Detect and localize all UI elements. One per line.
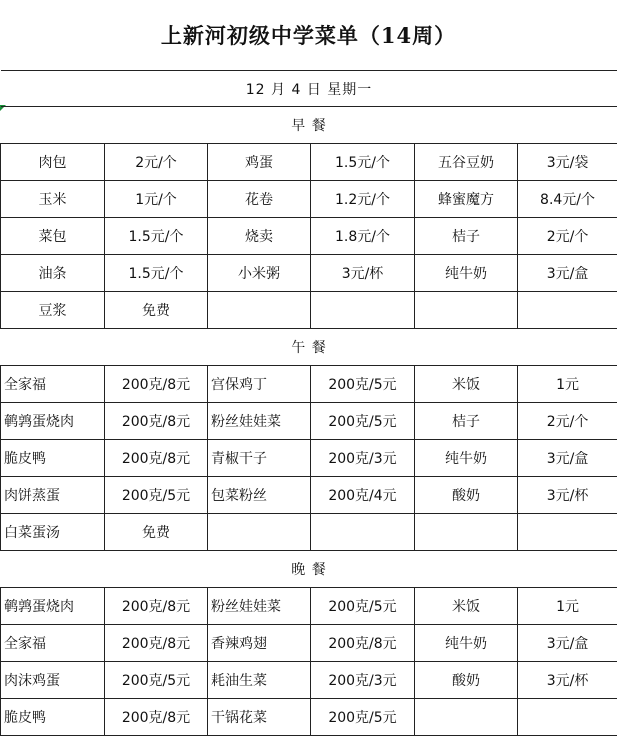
dinner-dish-cell[interactable]: 米饭 bbox=[415, 588, 518, 625]
breakfast-price-cell[interactable] bbox=[518, 292, 617, 329]
dinner-price-cell[interactable]: 3元/杯 bbox=[518, 662, 617, 699]
lunch-price-cell[interactable]: 200克/4元 bbox=[311, 477, 415, 514]
breakfast-item-row bbox=[1, 144, 617, 181]
breakfast-dish-cell[interactable]: 五谷豆奶 bbox=[415, 144, 518, 181]
dinner-dish-cell[interactable]: 粉丝娃娃菜 bbox=[208, 588, 311, 625]
dinner-price-cell[interactable]: 200克/8元 bbox=[105, 588, 208, 625]
lunch-dish-cell[interactable]: 包菜粉丝 bbox=[208, 477, 311, 514]
breakfast-dish-cell[interactable]: 花卷 bbox=[208, 181, 311, 218]
breakfast-dish-cell[interactable]: 桔子 bbox=[415, 218, 518, 255]
date-row bbox=[1, 71, 617, 107]
breakfast-item-row bbox=[1, 292, 617, 329]
dinner-header[interactable]: 晚 餐 bbox=[1, 551, 617, 588]
breakfast-dish-cell[interactable]: 蜂蜜魔方 bbox=[415, 181, 518, 218]
dinner-dish-cell[interactable]: 脆皮鸭 bbox=[1, 699, 105, 736]
breakfast-price-cell[interactable] bbox=[311, 292, 415, 329]
lunch-price-cell[interactable]: 200克/5元 bbox=[311, 403, 415, 440]
lunch-dish-cell[interactable]: 纯牛奶 bbox=[415, 440, 518, 477]
lunch-dish-cell[interactable] bbox=[208, 514, 311, 551]
breakfast-price-cell[interactable]: 1.5元/个 bbox=[105, 218, 208, 255]
lunch-price-cell[interactable]: 免费 bbox=[105, 514, 208, 551]
lunch-price-cell[interactable]: 200克/8元 bbox=[105, 440, 208, 477]
page-title: 上新河初级中学菜单（14周） bbox=[0, 0, 617, 70]
lunch-dish-cell[interactable]: 白菜蛋汤 bbox=[1, 514, 105, 551]
lunch-price-cell[interactable]: 200克/5元 bbox=[311, 366, 415, 403]
breakfast-price-cell[interactable]: 1元/个 bbox=[105, 181, 208, 218]
dinner-dish-cell[interactable]: 全家福 bbox=[1, 625, 105, 662]
date-cell[interactable]: 12 月 4 日 星期一 bbox=[1, 71, 617, 107]
dinner-item-row bbox=[1, 625, 617, 662]
breakfast-price-cell[interactable]: 2元/个 bbox=[105, 144, 208, 181]
breakfast-dish-cell[interactable]: 菜包 bbox=[1, 218, 105, 255]
breakfast-price-cell[interactable]: 1.8元/个 bbox=[311, 218, 415, 255]
lunch-price-cell[interactable]: 3元/盒 bbox=[518, 440, 617, 477]
breakfast-price-cell[interactable]: 3元/盒 bbox=[518, 255, 617, 292]
breakfast-dish-cell[interactable]: 烧卖 bbox=[208, 218, 311, 255]
lunch-item-row bbox=[1, 366, 617, 403]
lunch-dish-cell[interactable]: 宫保鸡丁 bbox=[208, 366, 311, 403]
lunch-item-row bbox=[1, 440, 617, 477]
breakfast-price-cell[interactable]: 免费 bbox=[105, 292, 208, 329]
dinner-dish-cell[interactable]: 纯牛奶 bbox=[415, 625, 518, 662]
breakfast-price-cell[interactable]: 3元/袋 bbox=[518, 144, 617, 181]
dinner-item-row bbox=[1, 699, 617, 736]
dinner-price-cell[interactable]: 200克/3元 bbox=[311, 662, 415, 699]
lunch-dish-cell[interactable] bbox=[415, 514, 518, 551]
dinner-price-cell[interactable]: 200克/8元 bbox=[105, 625, 208, 662]
breakfast-item-row bbox=[1, 181, 617, 218]
breakfast-item-row bbox=[1, 218, 617, 255]
lunch-price-cell[interactable]: 200克/8元 bbox=[105, 403, 208, 440]
breakfast-dish-cell[interactable] bbox=[208, 292, 311, 329]
lunch-dish-cell[interactable]: 桔子 bbox=[415, 403, 518, 440]
dinner-dish-cell[interactable]: 鹌鹑蛋烧肉 bbox=[1, 588, 105, 625]
lunch-price-cell[interactable]: 200克/3元 bbox=[311, 440, 415, 477]
lunch-dish-cell[interactable]: 米饭 bbox=[415, 366, 518, 403]
lunch-price-cell[interactable]: 2元/个 bbox=[518, 403, 617, 440]
dinner-price-cell[interactable]: 200克/5元 bbox=[311, 699, 415, 736]
dinner-price-cell[interactable]: 200克/8元 bbox=[311, 625, 415, 662]
lunch-dish-cell[interactable]: 脆皮鸭 bbox=[1, 440, 105, 477]
dinner-dish-cell[interactable]: 肉沫鸡蛋 bbox=[1, 662, 105, 699]
lunch-item-row bbox=[1, 514, 617, 551]
breakfast-price-cell[interactable]: 3元/杯 bbox=[311, 255, 415, 292]
lunch-header-row bbox=[1, 329, 617, 366]
lunch-item-row bbox=[1, 403, 617, 440]
breakfast-price-cell[interactable]: 8.4元/个 bbox=[518, 181, 617, 218]
breakfast-dish-cell[interactable]: 玉米 bbox=[1, 181, 105, 218]
lunch-dish-cell[interactable]: 酸奶 bbox=[415, 477, 518, 514]
dinner-price-cell[interactable]: 1元 bbox=[518, 588, 617, 625]
dinner-item-row bbox=[1, 662, 617, 699]
dinner-dish-cell[interactable]: 耗油生菜 bbox=[208, 662, 311, 699]
lunch-price-cell[interactable] bbox=[518, 514, 617, 551]
dinner-header-row bbox=[1, 551, 617, 588]
breakfast-price-cell[interactable]: 1.5元/个 bbox=[105, 255, 208, 292]
lunch-price-cell[interactable]: 200克/5元 bbox=[105, 477, 208, 514]
dinner-dish-cell[interactable]: 干锅花菜 bbox=[208, 699, 311, 736]
breakfast-price-cell[interactable]: 2元/个 bbox=[518, 218, 617, 255]
breakfast-dish-cell[interactable]: 肉包 bbox=[1, 144, 105, 181]
dinner-item-row bbox=[1, 588, 617, 625]
breakfast-price-cell[interactable]: 1.5元/个 bbox=[311, 144, 415, 181]
dinner-dish-cell[interactable]: 香辣鸡翅 bbox=[208, 625, 311, 662]
dinner-dish-cell[interactable] bbox=[415, 699, 518, 736]
lunch-dish-cell[interactable]: 青椒干子 bbox=[208, 440, 311, 477]
lunch-dish-cell[interactable]: 肉饼蒸蛋 bbox=[1, 477, 105, 514]
dinner-price-cell[interactable]: 200克/5元 bbox=[311, 588, 415, 625]
breakfast-header[interactable]: 早 餐 bbox=[1, 107, 617, 144]
lunch-item-row bbox=[1, 477, 617, 514]
breakfast-header-row bbox=[1, 107, 617, 144]
lunch-price-cell[interactable]: 200克/8元 bbox=[105, 366, 208, 403]
breakfast-dish-cell[interactable]: 小米粥 bbox=[208, 255, 311, 292]
lunch-price-cell[interactable] bbox=[311, 514, 415, 551]
dinner-price-cell[interactable]: 200克/5元 bbox=[105, 662, 208, 699]
breakfast-price-cell[interactable]: 1.2元/个 bbox=[311, 181, 415, 218]
menu-table bbox=[0, 70, 617, 736]
breakfast-item-row bbox=[1, 255, 617, 292]
breakfast-dish-cell[interactable]: 纯牛奶 bbox=[415, 255, 518, 292]
dinner-price-cell[interactable] bbox=[518, 699, 617, 736]
lunch-dish-cell[interactable]: 粉丝娃娃菜 bbox=[208, 403, 311, 440]
dinner-price-cell[interactable]: 3元/盒 bbox=[518, 625, 617, 662]
menu-table-body bbox=[1, 71, 617, 736]
breakfast-dish-cell[interactable] bbox=[415, 292, 518, 329]
lunch-dish-cell[interactable]: 鹌鹑蛋烧肉 bbox=[1, 403, 105, 440]
breakfast-dish-cell[interactable]: 油条 bbox=[1, 255, 105, 292]
dinner-dish-cell[interactable]: 酸奶 bbox=[415, 662, 518, 699]
lunch-header[interactable]: 午 餐 bbox=[1, 329, 617, 366]
breakfast-dish-cell[interactable]: 鸡蛋 bbox=[208, 144, 311, 181]
dinner-price-cell[interactable]: 200克/8元 bbox=[105, 699, 208, 736]
lunch-price-cell[interactable]: 1元 bbox=[518, 366, 617, 403]
breakfast-dish-cell[interactable]: 豆浆 bbox=[1, 292, 105, 329]
lunch-price-cell[interactable]: 3元/杯 bbox=[518, 477, 617, 514]
lunch-dish-cell[interactable]: 全家福 bbox=[1, 366, 105, 403]
